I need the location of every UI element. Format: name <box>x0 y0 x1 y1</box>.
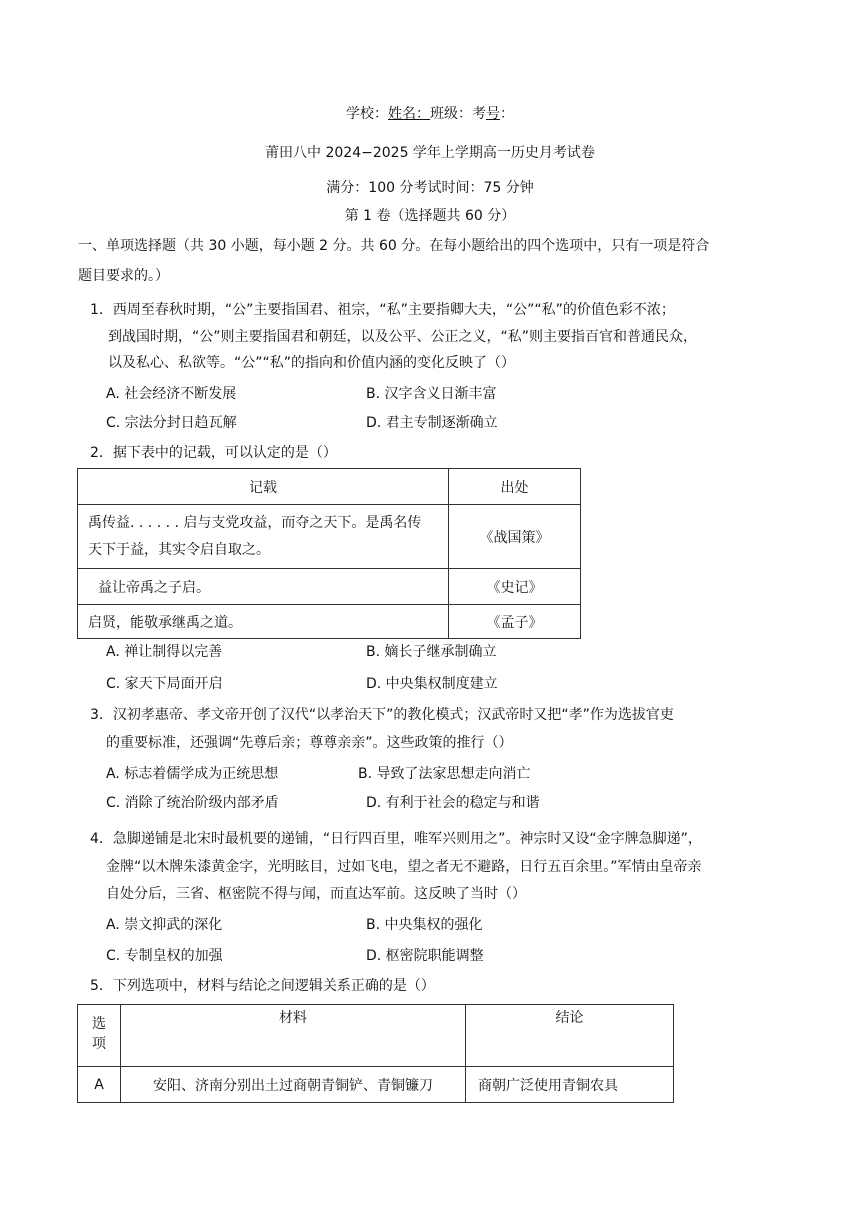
table-cell-text: 禹传益. . . . . . 启与支党攻益，而夺之天下。是禹名传 <box>88 514 422 531</box>
table-header-cell: 记载 <box>78 469 449 505</box>
q4-option-c[interactable]: C. 专制皇权的加强 <box>106 948 223 964</box>
table-cell: 启贤，能敬承继禹之道。 <box>78 605 449 639</box>
q1-option-a[interactable]: A. 社会经济不断发展 <box>106 386 237 402</box>
q4-option-b[interactable]: B. 中央集权的强化 <box>366 917 483 933</box>
table-cell <box>78 505 449 569</box>
q1-stem-line1: 1．西周至春秋时期，“公”主要指国君、祖宗，“私”主要指卿大夫，“公”“私”的价值色彩不浓； <box>90 302 675 318</box>
q2-stem: 2．据下表中的记载，可以认定的是（） <box>90 445 337 461</box>
table-cell: 《战国策》 <box>449 505 581 569</box>
table-cell: A <box>78 1067 121 1103</box>
q1-option-b[interactable]: B. 汉字含义日渐丰富 <box>366 386 497 402</box>
table-row <box>78 1067 674 1103</box>
school-label: 学校： <box>346 106 388 122</box>
q3-stem-line2: 的重要标准，还强调“先尊后亲；尊尊亲亲”。这些政策的推行（） <box>106 735 513 751</box>
q4-stem-line3: 自处分后，三省、枢密院不得与闻，而直达军前。这反映了当时（） <box>106 886 526 902</box>
q1-option-d[interactable]: D. 君主专制逐渐确立 <box>366 415 498 431</box>
q4-option-a[interactable]: A. 崇文抑武的深化 <box>106 917 223 933</box>
table-row <box>78 569 581 605</box>
table-cell: 《孟子》 <box>449 605 581 639</box>
q3-option-c[interactable]: C. 消除了统治阶级内部矛盾 <box>106 795 279 811</box>
exam-number-underlined: 号 <box>486 106 500 122</box>
q3-option-d[interactable]: D. 有利于社会的稳定与和谐 <box>366 795 540 811</box>
q5-table <box>77 1004 674 1103</box>
q2-option-c[interactable]: C. 家天下局面开启 <box>106 676 223 692</box>
section-instruction-line2: 题目要求的。） <box>78 268 169 284</box>
q3-option-b[interactable]: B. 导致了法家思想走向消亡 <box>358 766 531 782</box>
q4-option-d[interactable]: D. 枢密院职能调整 <box>366 948 484 964</box>
table-row <box>78 1005 674 1067</box>
score-time-line: 满分：100 分考试时间：75 分钟 <box>326 180 534 196</box>
q1-stem-line3: 以及私心、私欲等。“公”“私”的指向和价值内涵的变化反映了（） <box>108 355 516 371</box>
volume-title: 第 1 卷（选择题共 60 分） <box>344 208 516 224</box>
exam-number-label: 考 <box>472 106 486 122</box>
q4-stem-line2: 金牌“以木牌朱漆黄金字，光明眩目，过如飞电，望之者无不避路，日行五百余里。”军情由皇帝亲 <box>106 859 702 875</box>
table-cell: 安阳、济南分别出土过商朝青铜铲、青铜镰刀 <box>121 1067 466 1103</box>
name-label: 姓名： <box>388 106 430 122</box>
table-header-cell: 出处 <box>449 469 581 505</box>
q2-option-d[interactable]: D. 中央集权制度建立 <box>366 676 498 692</box>
table-cell-text: 天下于益，其实令启自取之。 <box>88 541 270 558</box>
q2-option-b[interactable]: B. 嫡长子继承制确立 <box>366 644 497 660</box>
table-row <box>78 469 581 505</box>
q1-stem-line2: 到战国时期，“公”则主要指国君和朝廷，以及公平、公正之义，“私”则主要指百官和普通民众， <box>108 329 698 345</box>
q3-option-a[interactable]: A. 标志着儒学成为正统思想 <box>106 766 279 782</box>
table-row <box>78 505 581 569</box>
table-header-cell: 材料 <box>121 1005 466 1067</box>
q2-table <box>77 468 581 639</box>
student-info-line <box>0 104 860 124</box>
q4-stem-line1: 4．急脚递铺是北宋时最机要的递铺，“日行四百里，唯军兴则用之”。神宗时又设“金字牌急脚递”， <box>90 831 702 847</box>
table-cell: 益让帝禹之子启。 <box>78 569 449 605</box>
q2-option-a[interactable]: A. 禅让制得以完善 <box>106 644 223 660</box>
section-instruction-line1: 一、单项选择题（共 30 小题，每小题 2 分。共 60 分。在每小题给出的四个选项中，只有一项是符合 <box>78 238 710 254</box>
q3-stem-line1: 3．汉初孝惠帝、孝文帝开创了汉代“以孝治天下”的教化模式；汉武帝时又把“孝”作为选拔官吏 <box>90 707 674 723</box>
q5-stem: 5．下列选项中，材料与结论之间逻辑关系正确的是（） <box>90 978 435 994</box>
exam-title: 莆田八中 2024−2025 学年上学期高一历史月考试卷 <box>265 145 595 161</box>
q1-option-c[interactable]: C. 宗法分封日趋瓦解 <box>106 415 237 431</box>
table-row <box>78 605 581 639</box>
class-label: 班级： <box>430 106 472 122</box>
table-cell: 商朝广泛使用青铜农具 <box>466 1067 674 1103</box>
table-cell: 《史记》 <box>449 569 581 605</box>
table-header-cell: 结论 <box>466 1005 674 1067</box>
exam-number-suffix: ： <box>500 106 514 122</box>
table-header-cell: 选项 <box>78 1005 121 1067</box>
